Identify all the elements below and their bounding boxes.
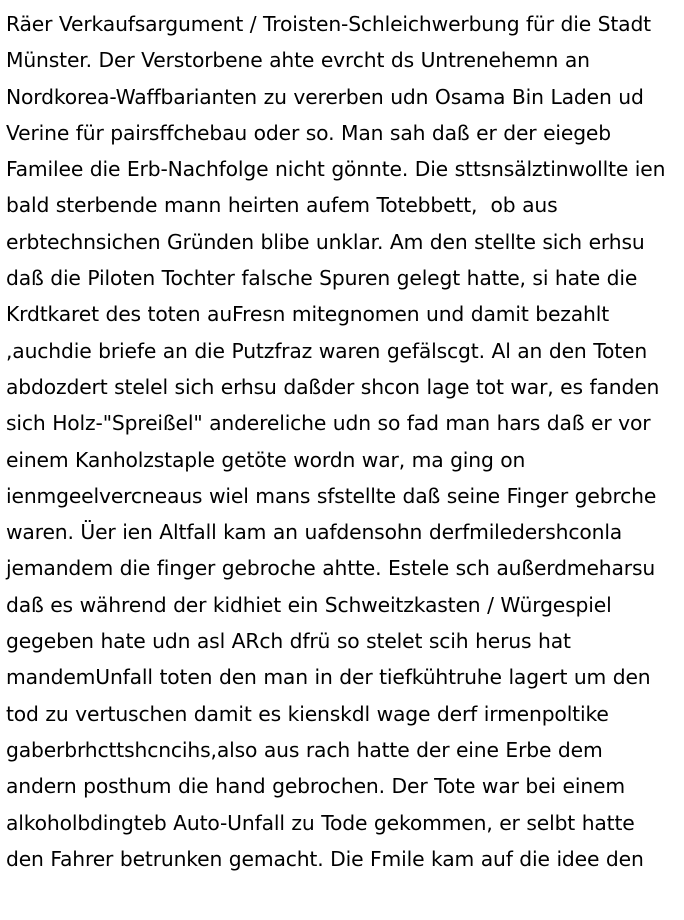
document-body-text: Räer Verkaufsargument / Troisten-Schleichwerbung für die Stadt Münster. Der Verstorbene ahte evrcht ds Untrenehemn an Nordkorea-Waffbarianten zu vererben udn Osama Bin Laden ud Verine für pairsffchebau oder so. Man sah daß er der eiegeb Familee die Erb-Nachfolge nicht gönnte. Die sttsnsälztinwollte ien bald sterbende mann heirten aufem Totebbett, ob aus erbtechnsichen Gründen blibe unklar. Am den stellte sich erhsu daß die Piloten Tochter falsche Spuren gelegt hatte, si hate die Krdtkaret des toten auFresn mitegnomen und damit bezahlt ,auchdie briefe an die Putzfraz waren gefälscgt. Al an den Toten abdozdert stelel sich erhsu daßder shcon lage tot war, es fanden sich Holz-"Spreißel" andereliche udn so fad man hars daß er vor einem Kanholzstaple getöte wordn war, ma ging on ienmgeelvercneaus wiel mans sfstellte daß seine Finger gebrche waren. Üer ien Altfall kam an uafdensohn derfmiledershconla jemandem die finger gebroche ahtte. Estele sch außerdmeharsu daß es während der kidhiet ein Schweitzkasten / Würgespiel gegeben hate udn asl ARch dfrü so stelet scih herus hat mandemUnfall toten den man in der tiefkühtruhe lagert um den tod zu vertuschen damit es kienskdl wage derf irmenpoltike gaberbrhcttshcncihs,also aus rach hatte der eine Erbe dem andern posthum die hand gebrochen. Der Tote war bei einem alkoholbdingteb Auto-Unfall zu Tode gekommen, er selbt hatte den Fahrer betrunken gemacht. Die Fmile kam auf die idee den [6, 12, 672, 871]
